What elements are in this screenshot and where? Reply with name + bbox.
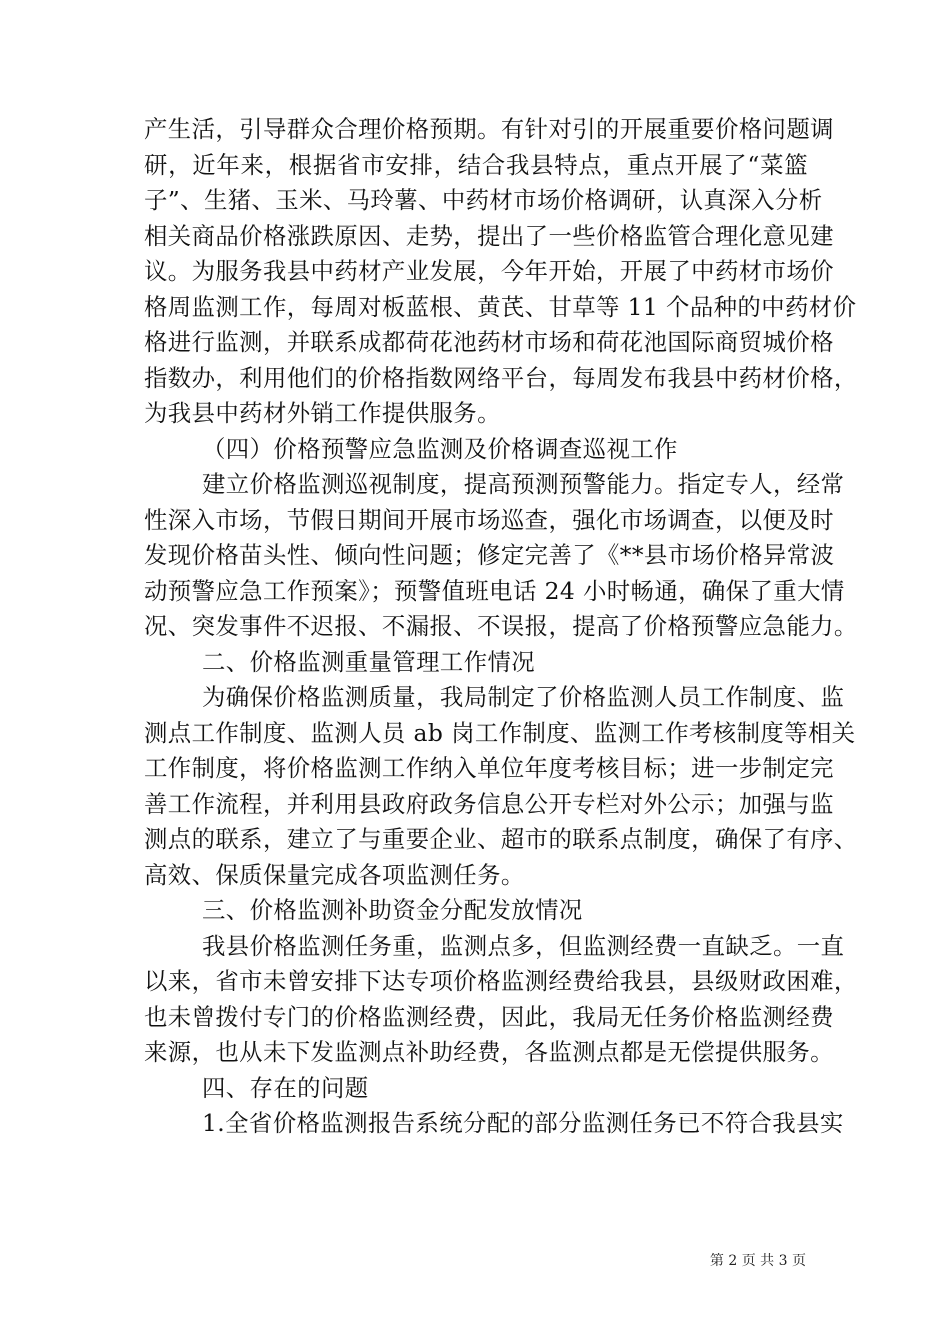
- text-line: 相关商品价格涨跌原因、走势，提出了一些价格监管合理化意见建: [144, 221, 834, 250]
- text-line: 指数办，利用他们的价格指数网络平台，每周发布我县中药材价格，: [144, 363, 858, 392]
- paragraph-problem-1: [144, 1106, 844, 1142]
- text-line: 1.全省价格监测报告系统分配的部分监测任务已不符合我县实: [202, 1109, 844, 1137]
- section-heading-4: [144, 432, 808, 468]
- paragraph-quality-management: [144, 680, 858, 893]
- text-line: 格进行监测，并联系成都荷花池药材市场和荷花池国际商贸城价格: [144, 328, 834, 356]
- text-line: 来源，也从未下发监测点补助经费，各监测点都是无偿提供服务。: [144, 1038, 834, 1066]
- text-line: 也未曾拨付专门的价格监测经费，因此，我局无任务价格监测经费: [144, 1002, 834, 1031]
- text-line: 以来，省市未曾安排下达专项价格监测经费给我县，县级财政困难，: [144, 967, 858, 995]
- section-heading-text: （四）价格预警应急监测及价格调查巡视工作: [202, 434, 678, 463]
- text-line: 测点的联系，建立了与重要企业、超市的联系点制度，确保了有序、: [144, 825, 858, 853]
- text-line: 性深入市场，节假日期间开展市场巡查，强化市场调查，以便及时: [144, 505, 834, 534]
- text-line: 为确保价格监测质量，我局制定了价格监测人员工作制度、监: [202, 683, 845, 711]
- text-line: 善工作流程，并利用县政府政务信息公开专栏对外公示；加强与监: [144, 789, 834, 818]
- text-line: 测点工作制度、监测人员 ab 岗工作制度、监测工作考核制度等相关: [144, 718, 856, 747]
- text-line: 我县价格监测任务重，监测点多，但监测经费一直缺乏。一直: [202, 931, 845, 960]
- document-body: [144, 112, 858, 1142]
- text-line: 研，近年来，根据省市安排，结合我县特点，重点开展了“菜篮: [144, 150, 808, 179]
- section-heading-text: 二、价格监测重量管理工作情况: [202, 647, 536, 676]
- text-line: 动预警应急工作预案》；预警值班电话 24 小时畅通，确保了重大情: [144, 576, 845, 605]
- section-heading-2: [144, 645, 808, 681]
- text-line: 格周监测工作，每周对板蓝根、黄芪、甘草等 11 个品种的中药材价: [144, 292, 857, 321]
- page-number: 第 2 页 共 3 页: [709, 1253, 806, 1269]
- paragraph-funding: [144, 929, 858, 1071]
- paragraph-market-research: [144, 112, 858, 432]
- text-line: 工作制度，将价格监测工作纳入单位年度考核目标；进一步制定完: [144, 754, 834, 782]
- text-line: 议。为服务我县中药材产业发展，今年开始，开展了中药材市场价: [144, 257, 834, 285]
- text-line: 为我县中药材外销工作提供服务。: [144, 399, 501, 427]
- text-line: 产生活，引导群众合理价格预期。有针对引的开展重要价格问题调: [144, 115, 834, 143]
- section-heading-text: 三、价格监测补助资金分配发放情况: [202, 896, 583, 924]
- section-heading-text: 四、存在的问题: [202, 1073, 369, 1102]
- text-line: 发现价格苗头性、倾向性问题；修定完善了《**县市场价格异常波: [144, 541, 835, 569]
- section-heading-problems: [144, 1071, 808, 1107]
- paragraph-warning-monitoring: [144, 467, 858, 645]
- text-line: 高效、保质保量完成各项监测任务。: [144, 860, 525, 889]
- text-line: 建立价格监测巡视制度，提高预测预警能力。指定专人，经常: [202, 470, 845, 498]
- text-line: 子”、生猪、玉米、马玲薯、中药材市场价格调研，认真深入分析: [144, 186, 823, 214]
- text-line: 况、突发事件不迟报、不漏报、不误报，提高了价格预警应急能力。: [144, 612, 858, 640]
- section-heading-3: [144, 893, 808, 929]
